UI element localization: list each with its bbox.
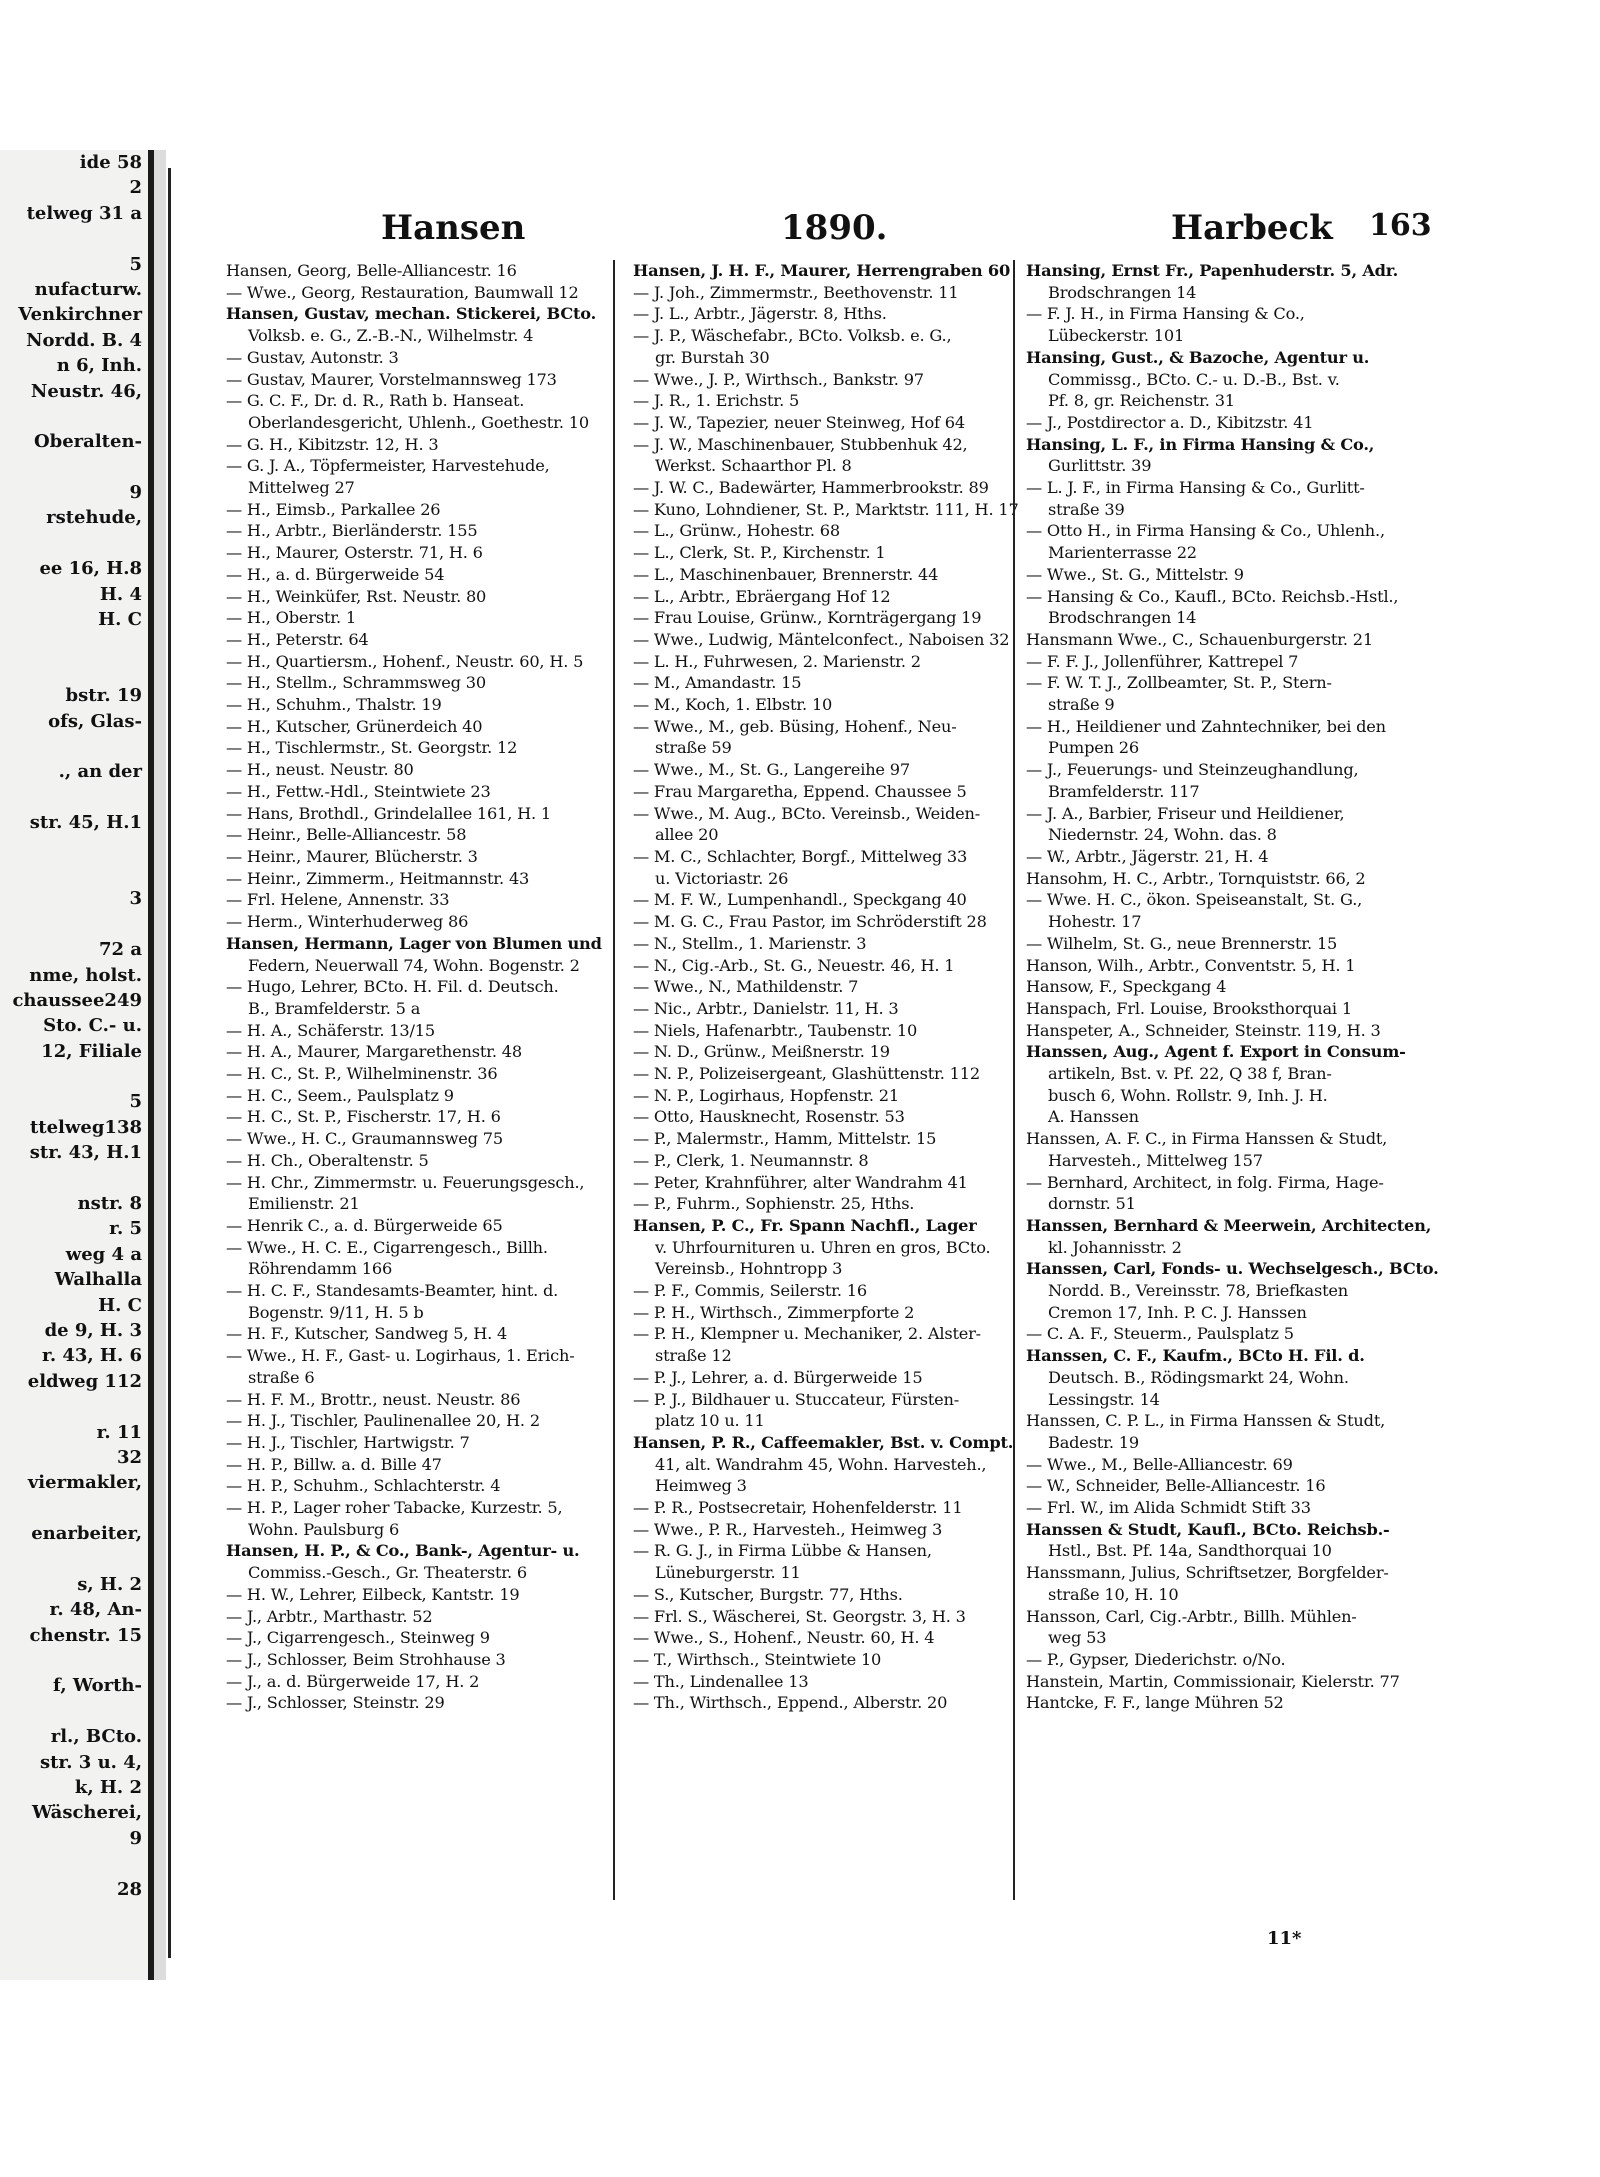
directory-entry: — Frau Louise, Grünw., Kornträgergang 19 xyxy=(633,608,982,628)
directory-entry: — Frl. S., Wäscherei, St. Georgstr. 3, H. 3 xyxy=(633,1606,966,1626)
directory-entry: B., Bramfelderstr. 5 a xyxy=(248,998,421,1018)
directory-entry: Commissg., BCto. C.- u. D.-B., Bst. v. xyxy=(1048,369,1340,389)
directory-entry: — Wwe., M., St. G., Langereihe 97 xyxy=(633,760,910,780)
directory-entry: — Wwe., P. R., Harvesteh., Heimweg 3 xyxy=(633,1519,943,1539)
directory-entry: Hansen, P. C., Fr. Spann Nachfl., Lager xyxy=(633,1215,977,1235)
directory-entry: artikeln, Bst. v. Pf. 22, Q 38 f, Bran- xyxy=(1048,1064,1332,1084)
directory-entry: Lübeckerstr. 101 xyxy=(1048,326,1185,346)
prev-page-fragment: r. 11 xyxy=(96,1421,142,1443)
prev-page-fragment: viermakler, xyxy=(27,1472,142,1494)
prev-page-fragment: H. 4 xyxy=(99,583,142,605)
prev-page-fragment xyxy=(0,1496,148,1521)
prev-page-fragment: rstehude, xyxy=(46,507,142,529)
directory-entry: — J. W., Tapezier, neuer Steinweg, Hof 64 xyxy=(633,412,965,432)
prev-page-fragment xyxy=(0,226,148,251)
directory-entry: — Otto H., in Firma Hansing & Co., Uhlenh., xyxy=(1026,521,1385,541)
directory-entry: Bramfelderstr. 117 xyxy=(1048,781,1200,801)
prev-page-fragment: telweg 31 a xyxy=(26,202,142,224)
directory-entry: Brodschrangen 14 xyxy=(1048,282,1197,302)
prev-page-fragment xyxy=(0,734,148,759)
directory-entry: Gurlittstr. 39 xyxy=(1048,456,1152,476)
directory-entry: — Niels, Hafenarbtr., Taubenstr. 10 xyxy=(633,1020,918,1040)
directory-entry: Emilienstr. 21 xyxy=(248,1194,360,1214)
directory-entry: — H. W., Lehrer, Eilbeck, Kantstr. 19 xyxy=(226,1584,520,1604)
directory-entry: — H. F., Kutscher, Sandweg 5, H. 4 xyxy=(226,1324,508,1344)
prev-page-fragment xyxy=(0,632,148,657)
prev-page-fragment: de 9, H. 3 xyxy=(44,1319,142,1341)
prev-page-fragment: 12, Filiale xyxy=(41,1040,142,1062)
directory-entry: Hansow, F., Speckgang 4 xyxy=(1026,977,1227,997)
directory-entry: — J. P., Wäschefabr., BCto. Volksb. e. G., xyxy=(633,326,952,346)
prev-page-fragment xyxy=(0,1546,148,1571)
directory-entry: — F. W. T. J., Zollbeamter, St. P., Stern- xyxy=(1026,673,1332,693)
directory-entry: — Wilhelm, St. G., neue Brennerstr. 15 xyxy=(1026,933,1338,953)
directory-entry: — J., a. d. Bürgerweide 17, H. 2 xyxy=(226,1671,480,1691)
prev-page-fragment: 2 xyxy=(129,177,142,199)
prev-page-fragment xyxy=(0,1699,148,1724)
directory-entry: Hansen, Gustav, mechan. Stickerei, BCto. xyxy=(226,304,597,324)
directory-entry: — G. J. A., Töpfermeister, Harvestehude, xyxy=(226,456,550,476)
directory-entry: — M., Amandastr. 15 xyxy=(633,673,802,693)
directory-entry: Commiss.-Gesch., Gr. Theaterstr. 6 xyxy=(248,1563,527,1583)
directory-entry: straße 39 xyxy=(1048,499,1125,519)
directory-entry: Hansen, Georg, Belle-Alliancestr. 16 xyxy=(226,261,517,280)
directory-entry: — Hans, Brothdl., Grindelallee 161, H. 1 xyxy=(226,803,552,823)
header-year: 1890. xyxy=(781,208,888,248)
directory-entry: — H., Quartiersm., Hohenf., Neustr. 60, H. 5 xyxy=(226,651,584,671)
directory-entry: — J. L., Arbtr., Jägerstr. 8, Hths. xyxy=(633,304,887,324)
prev-page-fragment xyxy=(0,531,148,556)
prev-page-fragment: 28 xyxy=(116,1878,142,1900)
directory-entry: — H., Heildiener und Zahntechniker, bei den xyxy=(1026,716,1386,736)
directory-entry: Hanssmann, Julius, Schriftsetzer, Borgfelder- xyxy=(1026,1563,1389,1583)
directory-entry: busch 6, Wohn. Rollstr. 9, Inh. J. H. xyxy=(1048,1085,1328,1105)
directory-entry: — Wwe., M., Belle-Alliancestr. 69 xyxy=(1026,1454,1293,1474)
directory-entry: Harvesteh., Mittelweg 157 xyxy=(1048,1150,1263,1170)
directory-entry: straße 9 xyxy=(1048,695,1115,715)
directory-entry: — W., Schneider, Belle-Alliancestr. 16 xyxy=(1026,1476,1326,1496)
prev-page-fragment: str. 45, H.1 xyxy=(29,812,142,834)
directory-entry: Hansen, H. P., & Co., Bank-, Agentur- u. xyxy=(226,1541,580,1561)
directory-entry: — Wwe., J. P., Wirthsch., Bankstr. 97 xyxy=(633,369,924,389)
directory-entry: — H., Kutscher, Grünerdeich 40 xyxy=(226,716,483,736)
directory-entry: — Nic., Arbtr., Danielstr. 11, H. 3 xyxy=(633,998,899,1018)
directory-entry: — Wwe., Georg, Restauration, Baumwall 12 xyxy=(226,282,579,302)
directory-entry: — Gustav, Autonstr. 3 xyxy=(226,347,399,367)
prev-page-fragment: Sto. C.- u. xyxy=(43,1015,142,1037)
prev-page-fragment xyxy=(0,1851,148,1876)
directory-entry: Bogenstr. 9/11, H. 5 b xyxy=(248,1302,424,1322)
directory-entry: — Wwe., St. G., Mittelstr. 9 xyxy=(1026,564,1244,584)
directory-entry: — M. C., Schlachter, Borgf., Mittelweg 33 xyxy=(633,846,968,866)
directory-entry: — Th., Lindenallee 13 xyxy=(633,1671,809,1691)
directory-entry: — M., Koch, 1. Elbstr. 10 xyxy=(633,695,833,715)
directory-entry: straße 10, H. 10 xyxy=(1048,1584,1179,1604)
directory-entry: — H. P., Lager roher Tabacke, Kurzestr. 5, xyxy=(226,1498,563,1518)
directory-entry: — H. Chr., Zimmermstr. u. Feuerungsgesch., xyxy=(226,1172,585,1192)
directory-entry: — W., Arbtr., Jägerstr. 21, H. 4 xyxy=(1026,846,1269,866)
directory-entry: — P., Malermstr., Hamm, Mittelstr. 15 xyxy=(633,1129,937,1149)
directory-entry: Badestr. 19 xyxy=(1048,1432,1139,1452)
directory-entry: — L., Maschinenbauer, Brennerstr. 44 xyxy=(633,564,939,584)
directory-entry: Hanson, Wilh., Arbtr., Conventstr. 5, H. 1 xyxy=(1026,955,1356,975)
prev-page-fragment: nstr. 8 xyxy=(77,1193,142,1215)
previous-page-edge xyxy=(0,150,154,1980)
directory-entry: Mittelweg 27 xyxy=(248,478,355,498)
directory-entry: — J., Schlosser, Steinstr. 29 xyxy=(226,1693,445,1713)
directory-entry: — M. F. W., Lumpenhandl., Speckgang 40 xyxy=(633,890,967,910)
directory-entry: — H. A., Maurer, Margarethenstr. 48 xyxy=(226,1042,522,1062)
directory-entry: — H. Ch., Oberaltenstr. 5 xyxy=(226,1150,429,1170)
directory-entry: — Peter, Krahnführer, alter Wandrahm 41 xyxy=(633,1172,968,1192)
directory-entry: — H. C., St. P., Wilhelminenstr. 36 xyxy=(226,1064,498,1084)
prev-page-fragment: Nordd. B. 4 xyxy=(26,329,142,351)
prev-page-fragment xyxy=(0,836,148,861)
directory-entry: v. Uhrfournituren u. Uhren en gros, BCto. xyxy=(655,1237,991,1257)
directory-entry: Hantcke, F. F., lange Mühren 52 xyxy=(1026,1693,1284,1713)
directory-entry: Hansen, J. H. F., Maurer, Herrengraben 60 xyxy=(633,261,1011,280)
prev-page-fragment: ofs, Glas- xyxy=(48,710,142,732)
directory-entry: — H. C., St. P., Fischerstr. 17, H. 6 xyxy=(226,1107,501,1127)
directory-entry: Hansing, Ernst Fr., Papenhuderstr. 5, Adr. xyxy=(1026,261,1399,280)
prev-page-fragment: Neustr. 46, xyxy=(30,380,142,402)
directory-entry: — F. F. J., Jollenführer, Kattrepel 7 xyxy=(1026,651,1299,671)
directory-entry: — P. H., Klempner u. Mechaniker, 2. Alster- xyxy=(633,1324,981,1344)
directory-entry: — H., Maurer, Osterstr. 71, H. 6 xyxy=(226,543,483,563)
directory-entry: — G. H., Kibitzstr. 12, H. 3 xyxy=(226,434,439,454)
directory-entry: Hanssen, C. P. L., in Firma Hanssen & Studt, xyxy=(1026,1411,1386,1431)
prev-page-fragment: r. 43, H. 6 xyxy=(41,1345,142,1367)
directory-entry: — Heinr., Maurer, Blücherstr. 3 xyxy=(226,846,478,866)
prev-page-fragment: 5 xyxy=(129,1091,142,1113)
book-gutter xyxy=(154,150,166,1980)
directory-entry: — H. J., Tischler, Hartwigstr. 7 xyxy=(226,1432,470,1452)
directory-entry: Cremon 17, Inh. P. C. J. Hanssen xyxy=(1048,1302,1307,1322)
prev-page-fragment xyxy=(0,658,148,683)
prev-page-fragment xyxy=(0,1648,148,1673)
directory-entry: Vereinsb., Hohntropp 3 xyxy=(655,1259,843,1279)
directory-entry: Federn, Neuerwall 74, Wohn. Bogenstr. 2 xyxy=(248,955,580,975)
prev-page-fragment: k, H. 2 xyxy=(74,1777,142,1798)
directory-entry: — Otto, Hausknecht, Rosenstr. 53 xyxy=(633,1107,905,1127)
directory-entry: Hanssen & Studt, Kaufl., BCto. Reichsb.- xyxy=(1026,1519,1390,1539)
directory-entry: — L. J. F., in Firma Hansing & Co., Gurlitt- xyxy=(1026,478,1365,498)
prev-page-fragment: 9 xyxy=(129,482,142,504)
directory-entry: Hanstein, Martin, Commissionair, Kielerstr. 77 xyxy=(1026,1671,1400,1691)
directory-entry: weg 53 xyxy=(1048,1628,1107,1648)
directory-entry: — H., Oberstr. 1 xyxy=(226,608,356,628)
directory-entry: — J., Feuerungs- und Steinzeughandlung, xyxy=(1026,760,1359,780)
directory-entry: — Wwe., M. Aug., BCto. Vereinsb., Weiden- xyxy=(633,803,980,823)
directory-entry: Nordd. B., Vereinsstr. 78, Briefkasten xyxy=(1048,1281,1349,1301)
directory-entry: — J., Schlosser, Beim Strohhause 3 xyxy=(226,1650,506,1669)
prev-page-fragment: ide 58 xyxy=(79,152,142,173)
prev-page-fragment xyxy=(0,785,148,810)
directory-entry: Hanspach, Frl. Louise, Brooksthorquai 1 xyxy=(1026,998,1352,1018)
directory-entry: — H., Fettw.-Hdl., Steintwiete 23 xyxy=(226,781,491,801)
directory-entry: Volksb. e. G., Z.-B.-N., Wilhelmstr. 4 xyxy=(248,326,534,346)
directory-entry: — P. R., Postsecretair, Hohenfelderstr. 11 xyxy=(633,1498,963,1518)
directory-entry: — H. P., Schuhm., Schlachterstr. 4 xyxy=(226,1476,501,1496)
signature-mark: 11* xyxy=(1267,1928,1302,1949)
directory-entry: — Wwe., N., Mathildenstr. 7 xyxy=(633,977,859,997)
prev-page-fragment: 3 xyxy=(129,888,142,910)
directory-entry: Lüneburgerstr. 11 xyxy=(655,1563,801,1583)
directory-entry: Marienterrasse 22 xyxy=(1048,543,1197,563)
directory-entry: Röhrendamm 166 xyxy=(248,1259,393,1279)
directory-entry: — P. J., Lehrer, a. d. Bürgerweide 15 xyxy=(633,1367,923,1387)
directory-entry: — Wwe., M., geb. Büsing, Hohenf., Neu- xyxy=(633,716,957,736)
column-3 xyxy=(1026,260,1581,1940)
prev-page-fragment: 9 xyxy=(129,1827,142,1849)
prev-page-fragment: r. 48, An- xyxy=(49,1599,142,1621)
directory-entry: Werkst. Schaarthor Pl. 8 xyxy=(655,456,852,476)
directory-entry: Oberlandesgericht, Uhlenh., Goethestr. 10 xyxy=(248,412,589,432)
directory-entry: u. Victoriastr. 26 xyxy=(655,868,789,888)
directory-entry: — H., Stellm., Schrammsweg 30 xyxy=(226,673,486,693)
directory-entry: — Kuno, Lohndiener, St. P., Marktstr. 111, H. 17 xyxy=(633,499,1019,519)
directory-entry: — C. A. F., Steuerm., Paulsplatz 5 xyxy=(1026,1324,1294,1344)
prev-page-fragment: r. 5 xyxy=(109,1218,142,1240)
prev-page-fragment: n 6, Inh. xyxy=(56,355,142,377)
prev-page-fragment: Venkirchner xyxy=(18,304,142,326)
prev-page-fragment: H. C xyxy=(98,609,142,631)
header-right-word: Harbeck xyxy=(1171,208,1333,248)
prev-page-fragment xyxy=(0,455,148,480)
directory-entry: allee 20 xyxy=(655,825,719,845)
prev-page-fragment: ., an der xyxy=(58,761,142,783)
directory-entry: — J., Postdirector a. D., Kibitzstr. 41 xyxy=(1026,412,1314,432)
directory-entry: — H. C., Seem., Paulsplatz 9 xyxy=(226,1085,454,1105)
prev-page-fragment xyxy=(0,1064,148,1089)
directory-entry: Hanssen, A. F. C., in Firma Hanssen & Studt, xyxy=(1026,1129,1388,1149)
directory-entry: Hstl., Bst. Pf. 14a, Sandthorquai 10 xyxy=(1048,1541,1332,1561)
directory-entry: — J., Arbtr., Marthastr. 52 xyxy=(226,1606,433,1626)
directory-entry: — J., Cigarrengesch., Steinweg 9 xyxy=(226,1628,490,1648)
directory-entry: — Herm., Winterhuderweg 86 xyxy=(226,912,469,932)
directory-entry: — P. F., Commis, Seilerstr. 16 xyxy=(633,1281,867,1301)
page-number: 163 xyxy=(1369,208,1432,243)
directory-entry: — P., Gypser, Diederichstr. o/No. xyxy=(1026,1650,1286,1669)
directory-entry: — F. J. H., in Firma Hansing & Co., xyxy=(1026,304,1305,324)
prev-page-fragment: H. C xyxy=(98,1294,142,1316)
prev-page-fragment: s, H. 2 xyxy=(77,1573,142,1595)
directory-entry: — T., Wirthsch., Steintwiete 10 xyxy=(633,1650,882,1669)
directory-entry: Brodschrangen 14 xyxy=(1048,608,1197,628)
prev-page-fragment: chenstr. 15 xyxy=(29,1624,142,1646)
directory-entry: — P., Clerk, 1. Neumannstr. 8 xyxy=(633,1150,869,1170)
directory-entry: A. Hanssen xyxy=(1048,1107,1139,1127)
prev-page-fragment: f, Worth- xyxy=(53,1675,142,1697)
directory-entry: — J. Joh., Zimmermstr., Beethovenstr. 11 xyxy=(633,282,959,302)
prev-page-fragment xyxy=(0,404,148,429)
directory-entry: — N., Cig.-Arb., St. G., Neuestr. 46, H. 1 xyxy=(633,955,955,975)
directory-entry: — P., Fuhrm., Sophienstr. 25, Hths. xyxy=(633,1194,915,1214)
directory-entry: — Heinr., Zimmerm., Heitmannstr. 43 xyxy=(226,868,530,888)
prev-page-fragment xyxy=(0,861,148,886)
directory-entry: — Wwe., S., Hohenf., Neustr. 60, H. 4 xyxy=(633,1628,935,1648)
prev-page-fragment: str. 3 u. 4, xyxy=(39,1751,142,1773)
directory-entry: Hansson, Carl, Cig.-Arbtr., Billh. Mühlen- xyxy=(1026,1606,1357,1626)
directory-entry: — H. F. M., Brottr., neust. Neustr. 86 xyxy=(226,1389,521,1409)
directory-entry: — P. J., Bildhauer u. Stuccateur, Fürsten- xyxy=(633,1389,960,1409)
directory-entry: — H., Peterstr. 64 xyxy=(226,629,369,649)
directory-entry: Hansohm, H. C., Arbtr., Tornquiststr. 66, 2 xyxy=(1026,868,1366,888)
directory-entry: — H. A., Schäferstr. 13/15 xyxy=(226,1020,435,1040)
prev-page-fragment xyxy=(0,1394,148,1419)
directory-entry: Hansing, Gust., & Bazoche, Agentur u. xyxy=(1026,347,1370,367)
directory-entry: — H., Arbtr., Bierländerstr. 155 xyxy=(226,521,478,541)
column-rule xyxy=(1013,260,1015,1900)
prev-page-fragment: Wäscherei, xyxy=(32,1802,142,1824)
prev-page-fragment: Walhalla xyxy=(54,1269,142,1291)
directory-entry: Pumpen 26 xyxy=(1048,738,1139,758)
directory-entry: — H., Eimsb., Parkallee 26 xyxy=(226,499,441,519)
directory-entry: — S., Kutscher, Burgstr. 77, Hths. xyxy=(633,1584,903,1604)
directory-entry: — Wwe., Ludwig, Mäntelconfect., Naboisen 32 xyxy=(633,629,1010,649)
directory-entry: Pf. 8, gr. Reichenstr. 31 xyxy=(1048,391,1235,411)
directory-entry: Wohn. Paulsburg 6 xyxy=(248,1519,400,1539)
directory-entry: — G. C. F., Dr. d. R., Rath b. Hanseat. xyxy=(226,391,525,411)
prev-page-fragment: nme, holst. xyxy=(29,964,142,986)
directory-entry: — L., Grünw., Hohestr. 68 xyxy=(633,521,840,541)
directory-entry: — J. R., 1. Erichstr. 5 xyxy=(633,391,800,411)
directory-entry: — N. D., Grünw., Meißnerstr. 19 xyxy=(633,1042,890,1062)
directory-page xyxy=(168,168,1439,1958)
directory-entry: — H. P., Billw. a. d. Bille 47 xyxy=(226,1454,442,1474)
directory-entry: Hansing, L. F., in Firma Hansing & Co., xyxy=(1026,434,1375,454)
directory-entry: — Bernhard, Architect, in folg. Firma, Hage- xyxy=(1026,1172,1384,1192)
prev-page-fragment: Oberalten- xyxy=(33,431,142,453)
directory-entry: straße 59 xyxy=(655,738,732,758)
directory-entry: — Wwe., H. F., Gast- u. Logirhaus, 1. Erich- xyxy=(226,1346,575,1366)
directory-entry: — M. G. C., Frau Pastor, im Schröderstift 28 xyxy=(633,912,987,932)
directory-entry: Hanssen, Carl, Fonds- u. Wechselgesch., BCto. xyxy=(1026,1259,1439,1279)
prev-page-fragment xyxy=(0,1166,148,1191)
directory-entry: — H. C. F., Standesamts-Beamter, hint. d. xyxy=(226,1281,559,1301)
running-header xyxy=(171,208,1432,252)
directory-entry: — Frl. Helene, Annenstr. 33 xyxy=(226,890,450,910)
header-left-word: Hansen xyxy=(381,208,526,248)
directory-entry: — J. W., Maschinenbauer, Stubbenhuk 42, xyxy=(633,434,968,454)
directory-entry: Hanspeter, A., Schneider, Steinstr. 119, H. 3 xyxy=(1026,1020,1381,1040)
directory-entry: — H., a. d. Bürgerweide 54 xyxy=(226,564,445,584)
directory-entry: — Frl. W., im Alida Schmidt Stift 33 xyxy=(1026,1498,1311,1518)
directory-entry: — H. J., Tischler, Paulinenallee 20, H. 2 xyxy=(226,1411,540,1431)
directory-entry: gr. Burstah 30 xyxy=(655,347,770,367)
directory-entry: Lessingstr. 14 xyxy=(1048,1389,1160,1409)
directory-entry: — J. A., Barbier, Friseur und Heildiener, xyxy=(1026,803,1345,823)
directory-entry: 41, alt. Wandrahm 45, Wohn. Harvesteh., xyxy=(655,1454,987,1474)
directory-entry: — Hugo, Lehrer, BCto. H. Fil. d. Deutsch. xyxy=(226,977,559,997)
prev-page-fragment: nufacturw. xyxy=(34,278,142,300)
prev-page-fragment: rl., BCto. xyxy=(50,1726,142,1748)
directory-entry: dornstr. 51 xyxy=(1048,1194,1136,1214)
prev-page-fragment: weg 4 a xyxy=(65,1243,142,1265)
directory-entry: — H., Weinküfer, Rst. Neustr. 80 xyxy=(226,586,487,606)
column-rule xyxy=(613,260,615,1900)
prev-page-fragment: ttelweg138 xyxy=(29,1116,142,1138)
directory-entry: — N. P., Polizeisergeant, Glashüttenstr. 112 xyxy=(633,1064,980,1084)
directory-entry: — N., Stellm., 1. Marienstr. 3 xyxy=(633,933,867,953)
directory-entry: — Wwe., H. C. E., Cigarrengesch., Billh. xyxy=(226,1237,548,1257)
directory-entry: Hansmann Wwe., C., Schauenburgerstr. 21 xyxy=(1026,629,1373,649)
directory-entry: — L. H., Fuhrwesen, 2. Marienstr. 2 xyxy=(633,651,921,671)
prev-page-fragment: 5 xyxy=(129,253,142,275)
prev-page-fragment: str. 43, H.1 xyxy=(29,1142,142,1164)
directory-entry: — Wwe., H. C., Graumannsweg 75 xyxy=(226,1129,503,1149)
prev-page-fragment: bstr. 19 xyxy=(65,685,142,707)
directory-entry: Heimweg 3 xyxy=(655,1476,747,1496)
directory-entry: — Th., Wirthsch., Eppend., Alberstr. 20 xyxy=(633,1693,948,1713)
directory-entry: Hansen, Hermann, Lager von Blumen und xyxy=(226,933,602,953)
prev-page-fragment: 32 xyxy=(116,1446,142,1468)
directory-entry: — N. P., Logirhaus, Hopfenstr. 21 xyxy=(633,1085,899,1105)
directory-entry: Hohestr. 17 xyxy=(1048,912,1142,932)
prev-page-fragment: eldweg 112 xyxy=(27,1370,142,1392)
prev-page-fragment: chaussee249 xyxy=(12,989,142,1011)
directory-entry: Hanssen, Aug., Agent f. Export in Consum- xyxy=(1026,1042,1406,1062)
directory-entry: kl. Johannisstr. 2 xyxy=(1048,1237,1182,1257)
directory-entry: — L., Clerk, St. P., Kirchenstr. 1 xyxy=(633,543,886,563)
directory-entry: Deutsch. B., Rödingsmarkt 24, Wohn. xyxy=(1048,1367,1349,1387)
prev-page-fragment: ee 16, H.8 xyxy=(39,558,142,580)
directory-entry: — J. W. C., Badewärter, Hammerbrookstr. 89 xyxy=(633,478,989,498)
prev-page-fragment: 72 a xyxy=(99,939,142,961)
prev-page-fragment xyxy=(0,912,148,937)
directory-entry: Hanssen, C. F., Kaufm., BCto H. Fil. d. xyxy=(1026,1346,1365,1366)
directory-entry: — Hansing & Co., Kaufl., BCto. Reichsb.-Hstl., xyxy=(1026,586,1399,606)
directory-entry: — R. G. J., in Firma Lübbe & Hansen, xyxy=(633,1541,932,1561)
directory-entry: platz 10 u. 11 xyxy=(655,1411,765,1431)
directory-entry: — H., Schuhm., Thalstr. 19 xyxy=(226,695,442,715)
directory-entry: — Henrik C., a. d. Bürgerweide 65 xyxy=(226,1215,503,1235)
directory-entry: straße 6 xyxy=(248,1367,315,1387)
directory-entry: — Frau Margaretha, Eppend. Chaussee 5 xyxy=(633,781,967,801)
directory-entry: — P. H., Wirthsch., Zimmerpforte 2 xyxy=(633,1302,915,1322)
directory-entry: — L., Arbtr., Ebräergang Hof 12 xyxy=(633,586,891,606)
directory-entry: — Wwe. H. C., ökon. Speiseanstalt, St. G., xyxy=(1026,890,1363,910)
directory-entry: Hanssen, Bernhard & Meerwein, Architecten, xyxy=(1026,1215,1432,1235)
directory-entry: Hansen, P. R., Caffeemakler, Bst. v. Compt. xyxy=(633,1432,1014,1452)
directory-entry: — H., Tischlermstr., St. Georgstr. 12 xyxy=(226,738,518,758)
directory-entry: — H., neust. Neustr. 80 xyxy=(226,760,414,780)
directory-entry: Niedernstr. 24, Wohn. das. 8 xyxy=(1048,825,1277,845)
prev-page-fragment: enarbeiter, xyxy=(31,1523,142,1545)
directory-entry: — Gustav, Maurer, Vorstelmannsweg 173 xyxy=(226,369,557,389)
directory-entry: straße 12 xyxy=(655,1346,732,1366)
directory-entry: — Heinr., Belle-Alliancestr. 58 xyxy=(226,825,467,845)
